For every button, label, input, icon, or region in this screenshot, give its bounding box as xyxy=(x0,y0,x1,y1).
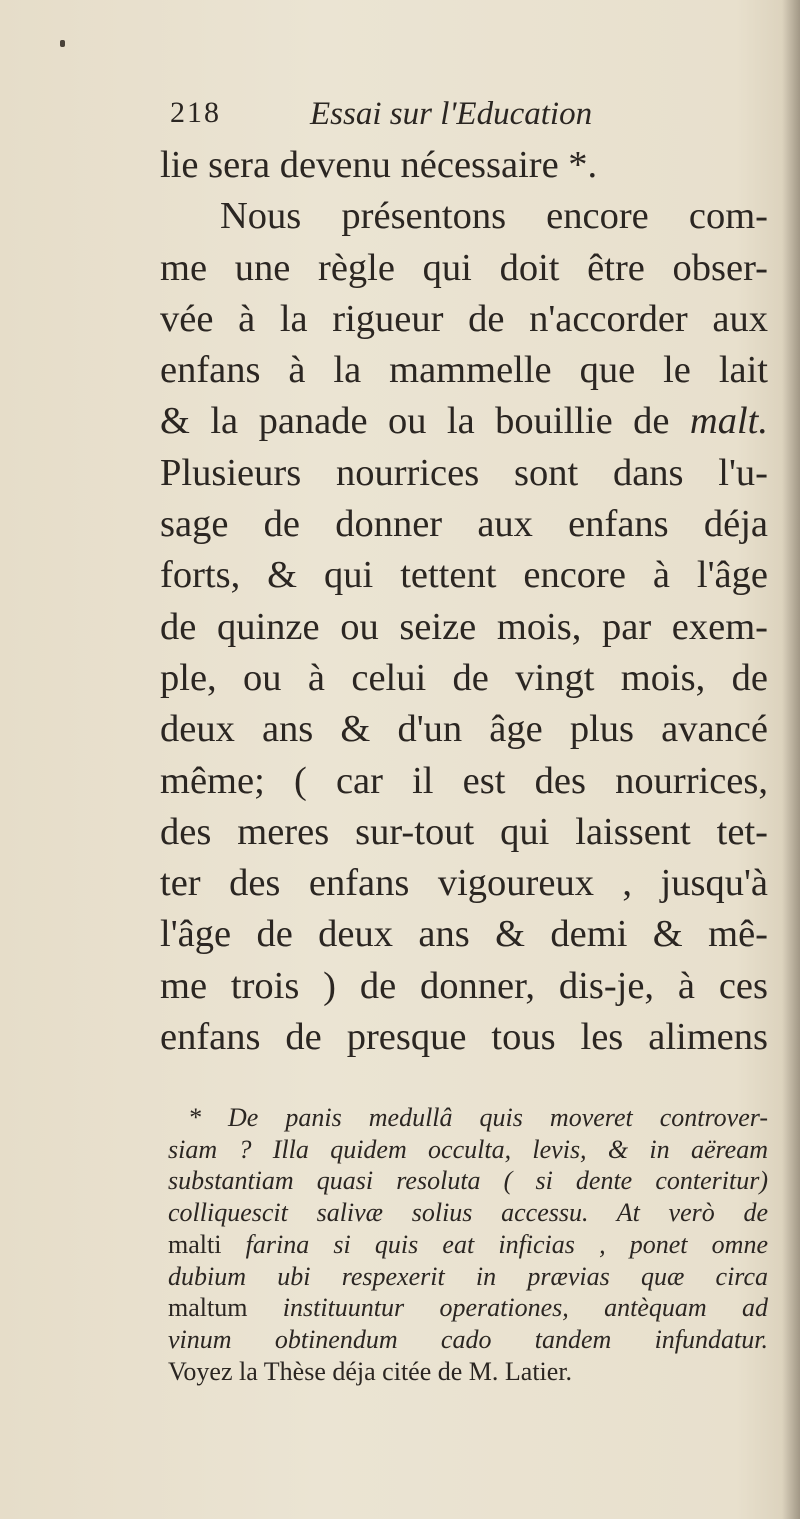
text-segment: farina si quis eat inficias , ponet omne xyxy=(245,1229,769,1259)
text-line: lie sera devenu nécessaire *. xyxy=(160,144,598,186)
footnote-line xyxy=(168,1229,768,1261)
text-line: enfans à la mammelle que le lait xyxy=(160,349,768,392)
text-line: l'âge de deux ans & demi & mê- xyxy=(160,913,768,956)
footnote-line: dubium ubi respexerit in prævias quæ circa xyxy=(168,1261,768,1291)
text-line: Nous présentons encore com- xyxy=(220,195,768,238)
text-segment: & la panade ou la bouillie de xyxy=(160,400,670,443)
footnote-line: colliquescit salivæ solius accessu. At verò de xyxy=(168,1198,768,1228)
running-title: Essai sur l'Education xyxy=(310,96,593,132)
footnote-line: * De panis medullâ quis moveret controver- xyxy=(188,1103,768,1132)
text-line: vée à la rigueur de n'accorder aux xyxy=(160,297,768,340)
footnote-line: Voyez la Thèse déja citée de M. Latier. xyxy=(168,1356,573,1386)
text-line: Plusieurs nourrices sont dans l'u- xyxy=(160,451,768,494)
footnote xyxy=(168,1102,768,1387)
text-line: sage de donner aux enfans déja xyxy=(160,503,768,546)
ink-spot xyxy=(60,40,65,47)
footnote-line: siam ? Illa quidem occulta, levis, & in aëream xyxy=(168,1134,768,1164)
text-segment: instituuntur operationes, antèquam ad xyxy=(282,1293,768,1323)
text-line: forts, & qui tettent encore à l'âge xyxy=(160,554,768,597)
text-line: ter des enfans vigoureux , jusqu'à xyxy=(160,862,768,905)
footnote-line: substantiam quasi resoluta ( si dente conteritur) xyxy=(168,1166,768,1196)
page-edge-shadow xyxy=(782,0,800,1519)
page-number: 218 xyxy=(170,96,221,129)
main-text xyxy=(160,140,768,1063)
text-line xyxy=(160,396,768,447)
text-line: enfans de presque tous les alimens xyxy=(160,1016,768,1059)
text-line: deux ans & d'un âge plus avancé xyxy=(160,708,768,751)
roman-word-maltum: maltum xyxy=(168,1293,248,1323)
footnote-line xyxy=(168,1292,768,1324)
footnote-line: vinum obtinendum cado tandem infundatur. xyxy=(168,1324,768,1354)
text-line: ple, ou à celui de vingt mois, de xyxy=(160,656,768,699)
text-line: des meres sur-tout qui laissent tet- xyxy=(160,810,768,853)
italic-word-malt: malt. xyxy=(689,400,768,443)
text-line: même; ( car il est des nourrices, xyxy=(160,759,768,802)
text-line: me trois ) de donner, dis-je, à ces xyxy=(160,964,768,1007)
text-line: me une règle qui doit être obser- xyxy=(160,246,768,289)
page-header xyxy=(170,96,750,140)
roman-word-malti: malti xyxy=(168,1229,222,1259)
text-line: de quinze ou seize mois, par exem- xyxy=(160,605,768,648)
